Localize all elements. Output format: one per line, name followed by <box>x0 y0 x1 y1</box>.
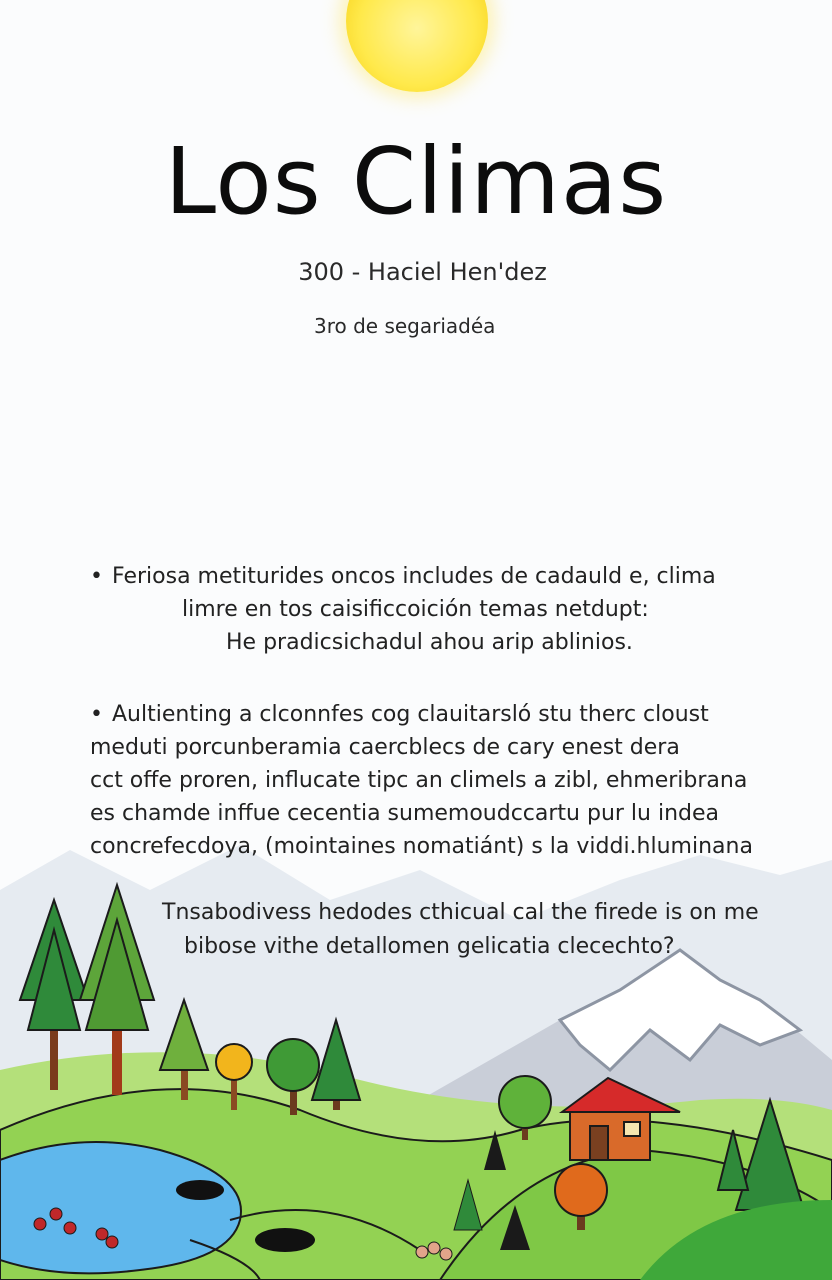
author-line: 300 - Haciel Henꞌdez <box>298 258 547 286</box>
paragraph-line: meduti porcunberamia caercblecs de cary enest dera <box>90 735 680 760</box>
closing-question <box>162 896 759 964</box>
paragraph-line: concrefecdoya, (mointaines nomatiánt) s la viddi.hluminana <box>90 834 753 859</box>
bullet-paragraph-1 <box>90 560 716 659</box>
page-title: Los Climas <box>164 128 668 235</box>
paragraph-line: He pradicsichadul ahou arip ablinios. <box>226 630 633 655</box>
bullet-marker: • <box>90 564 103 589</box>
grade-line: 3ro de segariadéa <box>314 314 496 338</box>
question-line: bibose vithe detallomen gelicatia clecechto? <box>184 934 675 959</box>
paragraph-line: • Feriosa metiturides oncos includes de cadauld e, clima <box>90 560 716 593</box>
paragraph-line: • Aultienting a clconnfes cog clauitarsló stu therc cloust <box>90 698 753 731</box>
paragraph-line: limre en tos caisificcoición temas netdupt: <box>182 597 649 622</box>
paragraph-line: cct offe proren, influcate tipc an climels a zibl, ehmeribrana <box>90 768 748 793</box>
paragraph-line: es chamde inffue cecentia sumemoudccartu pur lu indea <box>90 801 720 826</box>
bullet-paragraph-2 <box>90 698 753 863</box>
question-line: Tnsabodivess hedodes cthicual cal the firede is on me <box>162 900 759 925</box>
bullet-marker: • <box>90 702 103 727</box>
